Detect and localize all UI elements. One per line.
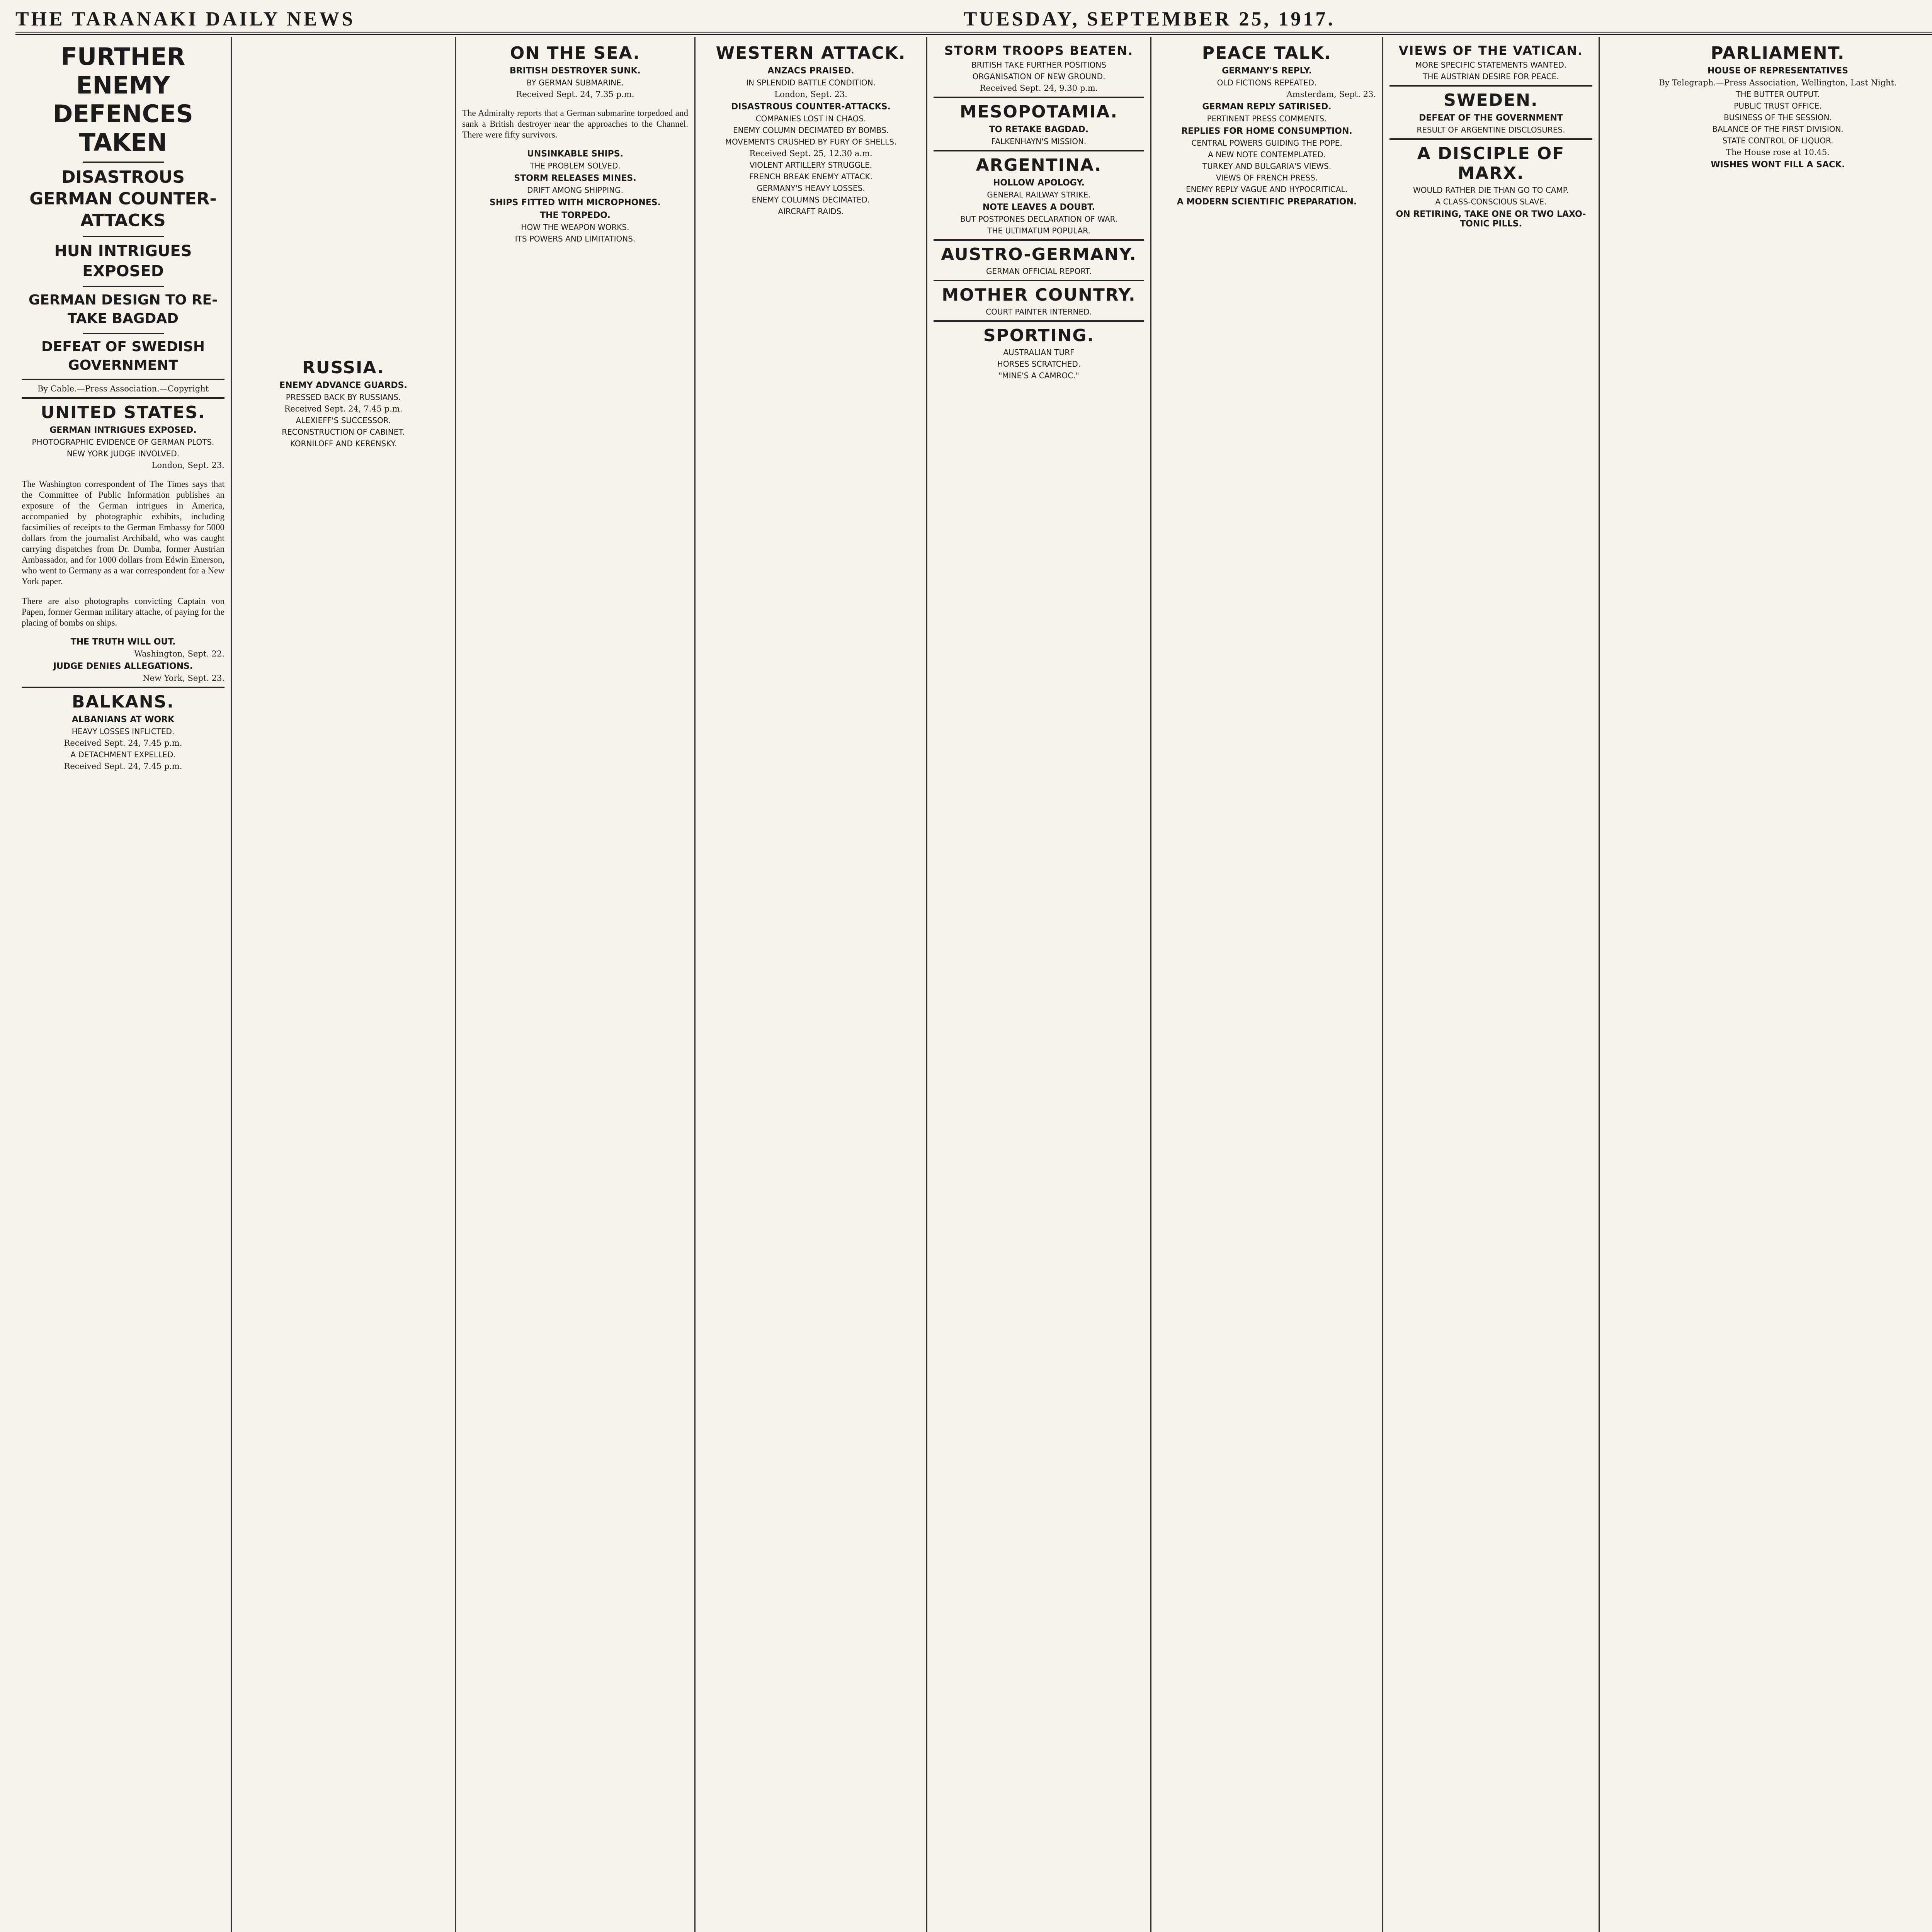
vatican-heading: VIEWS OF THE VATICAN. [1398,43,1583,58]
parliament-sub-2: THE BUTTER OUTPUT. [1736,90,1820,99]
argentina-sub-2: GENERAL RAILWAY STRIKE. [987,190,1091,199]
us-sub-1: GERMAN INTRIGUES EXPOSED. [49,425,197,435]
russia-sub-2: PRESSED BACK BY RUSSIANS. [286,393,401,402]
parliament-sub-1: HOUSE OF REPRESENTATIVES [1708,66,1848,76]
west-sub-3: DISASTROUS COUNTER-ATTACKS. [731,102,891,112]
us-dateline-1: London, Sept. 23. [151,461,224,470]
peace-sub-7: A NEW NOTE CONTEMPLATED. [1208,150,1326,159]
balkans-sub-2: HEAVY LOSSES INFLICTED. [71,727,175,736]
marx-heading: A DISCIPLE OF MARX. [1417,144,1565,183]
russia-sub-1: ENEMY ADVANCE GUARDS. [279,381,407,390]
balkans-sub-3: A DETACHMENT EXPELLED. [70,750,176,759]
column-7 [1383,37,1600,1932]
sporting-sub-1: AUSTRALIAN TURF [1003,348,1075,357]
peace-sub-5: REPLIES FOR HOME CONSUMPTION. [1181,126,1352,136]
column-8 [1600,37,1932,1932]
us-paragraph-1: The Washington correspondent of The Times says that the Committee of Public Information publishes an exposure of the German intrigues in America, accompanied by photographic exhibits, including facsimilies of receipts to the German Embassy for 5000 dollars from the journalist Archibald, who was caught carrying dispatches from Dr. Dumba, former Austrian Ambassador, and for 1000 dollars from Edwin Emerson, who went to Germany as a war correspondent for a New York paper. [22,479,224,586]
note-heading: NOTE LEAVES A DOUBT. [982,202,1095,212]
us-sub-4: THE TRUTH WILL OUT. [70,637,176,647]
parliament-heading: PARLIAMENT. [1711,43,1845,63]
peace-sub-4: PERTINENT PRESS COMMENTS. [1207,114,1327,123]
us-dateline-2: Washington, Sept. 22. [134,649,224,658]
storm-sub-1: BRITISH TAKE FURTHER POSITIONS [971,60,1106,70]
us-sub-5: JUDGE DENIES ALLEGATIONS. [53,662,193,671]
storm-sub-2: ORGANISATION OF NEW GROUND. [972,72,1105,81]
sea-sub-5: STORM RELEASES MINES. [514,173,636,183]
us-sub-3: NEW YORK JUDGE INVOLVED. [66,449,180,458]
ultimatum-sub: THE ULTIMATUM POPULAR. [987,226,1090,235]
sack-advert: WISHES WONT FILL A SACK. [1711,160,1845,170]
west-sub-5: ENEMY COLUMN DECIMATED BY BOMBS. [733,126,889,135]
peace-sub-6: CENTRAL POWERS GUIDING THE POPE. [1191,138,1342,148]
laxo-tonic-advert: ON RETIRING, TAKE ONE OR TWO LAXO-TONIC PILLS. [1396,209,1586,229]
argentina-sub-1: HOLLOW APOLOGY. [993,178,1085,188]
sea-heading: ON THE SEA. [510,43,641,63]
marx-sub-2: A CLASS-CONSCIOUS SLAVE. [1435,197,1547,206]
sporting-sub-2: HORSES SCRATCHED. [997,359,1081,369]
west-sub-7: VIOLENT ARTILLERY STRUGGLE. [749,160,872,170]
balkans-dateline-1: Received Sept. 24, 7.45 p.m. [64,738,182,748]
column-4 [696,37,927,1932]
lead-subhead-3: GERMAN DESIGN TO RE-TAKE BAGDAD [28,292,218,327]
west-sub-2: IN SPLENDID BATTLE CONDITION. [746,78,876,87]
sea-sub-2: BY GERMAN SUBMARINE. [526,78,624,87]
peace-dateline-1: Amsterdam, Sept. 23. [1286,90,1376,99]
column-1 [15,37,232,1932]
mother-country-heading: MOTHER COUNTRY. [942,285,1136,305]
sea-sub-8: THE TORPEDO. [540,211,611,220]
vatican-sub-1: MORE SPECIFIC STATEMENTS WANTED. [1415,60,1567,70]
meso-sub-1: TO RETAKE BAGDAD. [989,125,1089,134]
sea-sub-4: THE PROBLEM SOLVED. [530,161,621,170]
west-sub-9: GERMANY'S HEAVY LOSSES. [757,184,865,193]
russia-sub-3: ALEXIEFF'S SUCCESSOR. [296,416,391,425]
sea-sub-3: UNSINKABLE SHIPS. [527,149,624,159]
sea-sub-10: ITS POWERS AND LIMITATIONS. [515,234,636,243]
parliament-sub-3: PUBLIC TRUST OFFICE. [1734,101,1822,111]
balkans-dateline-2: Received Sept. 24, 7.45 p.m. [64,762,182,771]
newspaper-title: THE TARANAKI DAILY NEWS [15,8,355,30]
peace-sub-3: GERMAN REPLY SATIRISED. [1202,102,1332,112]
sea-sub-7: SHIPS FITTED WITH MICROPHONES. [489,198,661,207]
lead-subhead-1: DISASTROUS GERMAN COUNTER-ATTACKS [29,167,217,230]
west-sub-11: AIRCRAFT RAIDS. [778,207,844,216]
peace-sub-8: TURKEY AND BULGARIA'S VIEWS. [1202,162,1332,171]
sweden-sub-2: RESULT OF ARGENTINE DISCLOSURES. [1417,125,1565,134]
note-sub: BUT POSTPONES DECLARATION OF WAR. [960,214,1118,224]
russia-sub-4: RECONSTRUCTION OF CABINET. [282,427,405,437]
balkans-heading: BALKANS. [71,692,174,712]
sporting-heading: SPORTING. [983,326,1095,345]
sweden-heading: SWEDEN. [1444,90,1538,110]
column-2 [232,37,456,1932]
page-columns [15,37,1932,1932]
peace-sub-2: OLD FICTIONS REPEATED. [1217,78,1317,87]
sea-paragraph-1: The Admiralty reports that a German submarine torpedoed and sank a British destroyer near the approaches to the Channel. There were fifty survivors. [462,108,688,139]
austro-germany-heading: AUSTRO-GERMANY. [941,245,1137,264]
west-sub-1: ANZACS PRAISED. [767,66,854,76]
parliament-byline: By Telegraph.—Press Association, Wellington, Last Night. [1659,78,1897,87]
parliament-close: The House rose at 10.45. [1726,148,1830,157]
sea-sub-1: BRITISH DESTROYER SUNK. [509,66,641,76]
west-heading: WESTERN ATTACK. [716,43,906,63]
peace-sub-9: VIEWS OF FRENCH PRESS. [1216,173,1318,182]
meso-heading: MESOPOTAMIA. [960,102,1118,122]
column-5 [927,37,1151,1932]
russia-heading: RUSSIA. [302,358,384,378]
us-sub-2: PHOTOGRAPHIC EVIDENCE OF GERMAN PLOTS. [32,437,214,447]
austro-germany-sub: GERMAN OFFICIAL REPORT. [986,267,1092,276]
west-dateline-1: London, Sept. 23. [774,90,847,99]
west-sub-4: COMPANIES LOST IN CHAOS. [755,114,866,123]
masthead [15,5,1932,35]
storm-heading: STORM TROOPS BEATEN. [944,43,1134,58]
russia-dateline-1: Received Sept. 24, 7.45 p.m. [284,404,403,413]
marx-sub-1: WOULD RATHER DIE THAN GO TO CAMP. [1413,185,1569,195]
lead-subhead-4: DEFEAT OF SWEDISH GOVERNMENT [41,339,205,373]
sea-dateline-1: Received Sept. 24, 7.35 p.m. [516,90,634,99]
us-heading: UNITED STATES. [41,403,206,422]
lead-subhead-2: HUN INTRIGUES EXPOSED [54,242,192,280]
scientific-advert: A MODERN SCIENTIFIC PREPARATION. [1177,197,1357,207]
byline: By Cable.—Press Association.—Copyright [37,384,209,393]
west-dateline-2: Received Sept. 25, 12.30 a.m. [749,149,872,158]
us-dateline-3: New York, Sept. 23. [143,673,224,683]
west-sub-6: MOVEMENTS CRUSHED BY FURY OF SHELLS. [725,137,897,146]
russia-sub-5: KORNILOFF AND KERENSKY. [290,439,397,448]
sweden-sub-1: DEFEAT OF THE GOVERNMENT [1419,113,1563,123]
lead-headline: FURTHER ENEMY DEFENCES TAKEN [53,43,193,156]
peace-heading: PEACE TALK. [1202,43,1332,63]
storm-dateline-1: Received Sept. 24, 9.30 p.m. [980,83,1098,93]
parliament-sub-4: BUSINESS OF THE SESSION. [1724,113,1832,122]
argentina-heading: ARGENTINA. [976,155,1102,175]
balkans-sub-1: ALBANIANS AT WORK [71,715,175,724]
issue-date: TUESDAY, SEPTEMBER 25, 1917. [963,8,1335,30]
west-sub-10: ENEMY COLUMNS DECIMATED. [752,195,870,204]
west-sub-8: FRENCH BREAK ENEMY ATTACK. [749,172,873,181]
parliament-sub-6: STATE CONTROL OF LIQUOR. [1722,136,1833,145]
sea-sub-9: HOW THE WEAPON WORKS. [521,223,629,232]
mother-country-sub: COURT PAINTER INTERNED. [986,307,1092,316]
vatican-sub-2: THE AUSTRIAN DESIRE FOR PEACE. [1423,72,1559,81]
sea-sub-6: DRIFT AMONG SHIPPING. [527,185,623,195]
column-6 [1151,37,1383,1932]
peace-sub-1: GERMANY'S REPLY. [1222,66,1312,76]
peace-sub-10: ENEMY REPLY VAGUE AND HYPOCRITICAL. [1185,185,1348,194]
parliament-sub-5: BALANCE OF THE FIRST DIVISION. [1712,124,1844,134]
meso-sub-2: FALKENHAYN'S MISSION. [991,137,1087,146]
camroc-advert: "MINE'S A CAMROC." [998,371,1079,380]
column-3 [456,37,696,1932]
us-paragraph-2: There are also photographs convicting Captain von Papen, former German military attache, of paying for the placing of bombs on ships. [22,596,224,628]
